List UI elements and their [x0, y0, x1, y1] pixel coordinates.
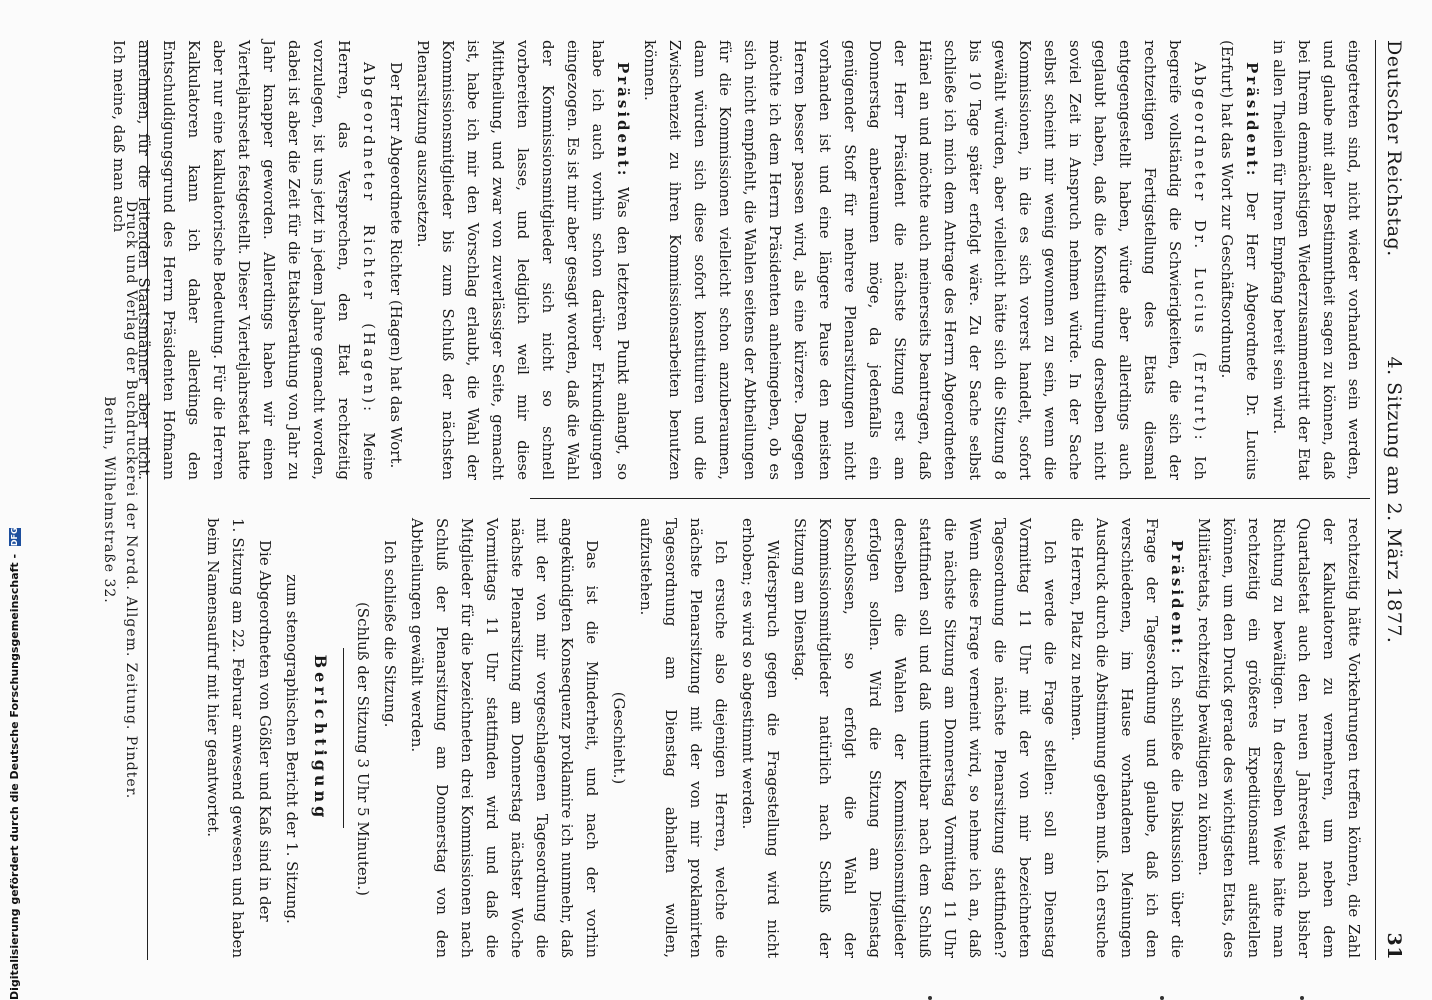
- paragraph: Widerspruch gegen die Fragestellung wird nicht erhoben; es wird so abgestimmt werden.: [739, 518, 782, 958]
- footer-text: Digitalisierung gefördert durch die Deutsche Forschungsgemeinschaft -: [8, 553, 21, 1000]
- page-header: [1376, 40, 1406, 960]
- paragraph: Das ist die Minderheit, und nach der vorhin angekündigten Konsequenz proklamire ich nunmehr, daß mit der von mir vorgeschlagenen Tagesordnung die nächste Plenarsitzung am Donnerstag nächster Woche Vormittags 11 Uhr stattfinden wird und daß die Mitglieder für die bezeichneten drei Kommissionen nach Schluß der Plenarsitzung am Donnerstag von den Abtheilungen gewählt werden.: [408, 518, 601, 958]
- publication-title: Deutscher Reichstag.: [1383, 40, 1405, 257]
- speech-text: Der Herr Abgeordnete Dr. Lucius (Erfurt) hat das Wort zur Geschäftsordnung.: [1218, 40, 1261, 480]
- paragraph: Ich schließe die Sitzung.: [381, 540, 399, 728]
- paragraph: [637, 40, 1212, 480]
- correction-heading: Berichtigung: [311, 654, 330, 822]
- speech-text: Ich begreife vollständig die Schwierigkeiten, die sich der rechtzeitigen Fertigstellung des Etats diesmal entgegengestellt haben, würde aber allerdings auch geglaubt haben, daß die Konstituirung derselben nicht soviel Zeit in Anspruch nehmen würde. In der Sache selbst scheint mir wenig gewonnen zu sein, wenn die Kommissionen, in die es sich vorerst handelt, sofort gewählt würden, aber vielleicht hätte sich die Sitzung 8 bis 10 Tage später erfolgt wäre. Zu der Sache selbst schließe ich mich dem Antrage des Herrn Abgeordneten Hänel an und möchte auch meinerseits beantragen, daß der Herr Präsident die nächste Sitzung erst am Donnerstag anberaumen möge, da jedenfalls ein genügender Stoff für mehrere Plenarsitzungen nicht vorhanden ist und eine längere Pause den meisten Herren besser passen wird, als eine kürzere. Dagegen möchte ich dem Herrn Präsidenten anheimgeben, ob es sich nicht empfiehlt, die Wahlen seitens der Abtheilungen für die Kommissionen vielleicht schon anzuberaumen, dann würden sich diese sofort konstituiren und die Zwischenzeit zu ihren Kommissionsarbeiten benutzen können.: [641, 40, 1209, 480]
- speck: [928, 996, 932, 1000]
- paragraph: Der Herr Abgeordnete Richter (Hagen) hat das Wort.: [387, 62, 405, 469]
- speech-text: Meine Herren, das Versprechen, den Etat rechtzeitig vorzulegen, ist uns jetzt in jedem Jahre gemacht worden, dabei ist aber die Zeit für die Etatsberathung von Jahr zu Jahr knapper geworden. Allerdings haben wir einen Vierteljahrsetat festgestellt. Dieser Vierteljahrsetat hatte aber nur eine kalkulatorische Bedeutung. Für die Herren Kalkulatoren kann ich daher allerdings den Entschuldigungsgrund des Herrn Präsidenten Hofmann annehmen, für die leitenden Staatsmänner aber nicht. Ich meine, daß man auch: [110, 40, 378, 480]
- paragraph: [1064, 518, 1189, 958]
- speaker-name: Abgeordneter Richter (Hagen):: [360, 62, 378, 415]
- imprint-rule: [147, 40, 148, 960]
- paragraph: [410, 40, 635, 480]
- right-column: [198, 518, 1366, 958]
- speaker-name: Präsident:: [1243, 62, 1261, 179]
- column-divider: [530, 498, 1370, 499]
- paragraph: eingetreten sind, nicht wieder vorhanden sein werden, und glaube mit aller Bestimmtheit sagen zu können, daß bei Ihrem demnächstigen Wiederzusammentritt der Etat in allen Theilen für Ihren Empfang bereit sein wird.: [1270, 40, 1363, 480]
- speaker-name: Präsident:: [1168, 540, 1186, 657]
- speaker-name: Präsident:: [614, 62, 632, 179]
- session-title: 4. Sitzung am 2. März 1877.: [1383, 356, 1405, 644]
- document-page: [40, 20, 1410, 980]
- header-rule: [1375, 40, 1376, 960]
- section-rule: [343, 648, 344, 828]
- imprint-line: Druck und Verlag der Buchdruckerei der Nordd. Allgem. Zeitung. Pindter.: [123, 200, 139, 800]
- paragraph: Die Abgeordneten von Gößler und Kaß sind in der: [256, 540, 274, 922]
- correction-subheading: zum stenographischen Bericht der 1. Sitzung.: [283, 574, 301, 924]
- paragraph: 1. Sitzung am 22. Februar anwesend gewesen und haben beim Namensaufruf mit hier geantwortet.: [204, 518, 247, 958]
- imprint-line: Berlin, Wilhelmstraße 32.: [101, 396, 117, 604]
- paragraph: Ich werde die Frage stellen: soll am Dienstag Vormittag 11 Uhr mit der von mir bezeichneten Tagesordnung die nächste Plenarsitzung stattfinden? Wenn diese Frage verneint wird, so nehme ich an, daß die nächste Sitzung am Donnerstag Vormittag 11 Uhr stattfinden soll und daß unmittelbar nach dem Schluß derselben die Wahlen der Kommissionsmitglieder erfolgen sollen. Wird die Sitzung am Dienstag beschlossen, so erfolgt die Wahl der Kommissionsmitglieder natürlich nach Schluß der Sitzung am Dienstag.: [791, 518, 1059, 958]
- stage-direction: (Geschieht.): [610, 691, 628, 785]
- digitization-footer: [6, 527, 24, 1000]
- paragraph: [1214, 40, 1264, 480]
- dfg-logo: DFG: [10, 527, 19, 547]
- speaker-name: Abgeordneter Dr. Lucius (Erfurt):: [1191, 62, 1209, 443]
- speck: [1160, 996, 1164, 1000]
- session-closing: (Schluß der Sitzung 3 Uhr 5 Minuten.): [354, 601, 372, 897]
- page-number: 31: [1383, 932, 1405, 960]
- paragraph: rechtzeitig hätte Vorkehrungen treffen können, die Zahl der Kalkulatoren zu vermehren, um neben dem Quartalsetat auch den neuen Jahresetat nach bisher Richtung zu bewältigen. In derselben Weise hätte man rechtzeitig ein größeres Expeditionsamt aufstellen können, um den Druck gerade des wichtigsten Etats, des Militäretats, rechtzeitig bewältigen zu können.: [1195, 518, 1363, 958]
- left-column: [104, 40, 1366, 480]
- speech-text: Ich schließe die Diskussion über die Frage der Tagesordnung und glaube, daß ich den verschiedenen, im Hause vorhandenen Meinungen Ausdruck durch die Abstimmung geben muß. Ich ersuche die Herren, Platz zu nehmen.: [1068, 518, 1186, 958]
- speech-text: Was den letzteren Punkt anlangt, so habe ich auch vorhin schon darüber Erkundigungen eingezogen. Es ist mir aber gesagt worden, daß die Wahl der Kommissionsmitglieder sich nicht so schnell vorbereiten lasse, und lediglich weil mir diese Mittheilung, und zwar von zuverlässiger Seite, gemacht ist, habe ich mir den Vorschlag erlaubt, die Wahl der Kommissionsmitglieder bis zum Schluß der nächsten Plenarsitzung auszusetzen.: [414, 40, 632, 480]
- printer-imprint: [98, 40, 142, 960]
- paragraph: Ich ersuche also diejenigen Herren, welche die nächste Plenarsitzung mit der von mir proklamirten Tagesordnung am Dienstag abhalten wollen, aufzustehen.: [637, 518, 730, 958]
- speck: [1300, 996, 1304, 1000]
